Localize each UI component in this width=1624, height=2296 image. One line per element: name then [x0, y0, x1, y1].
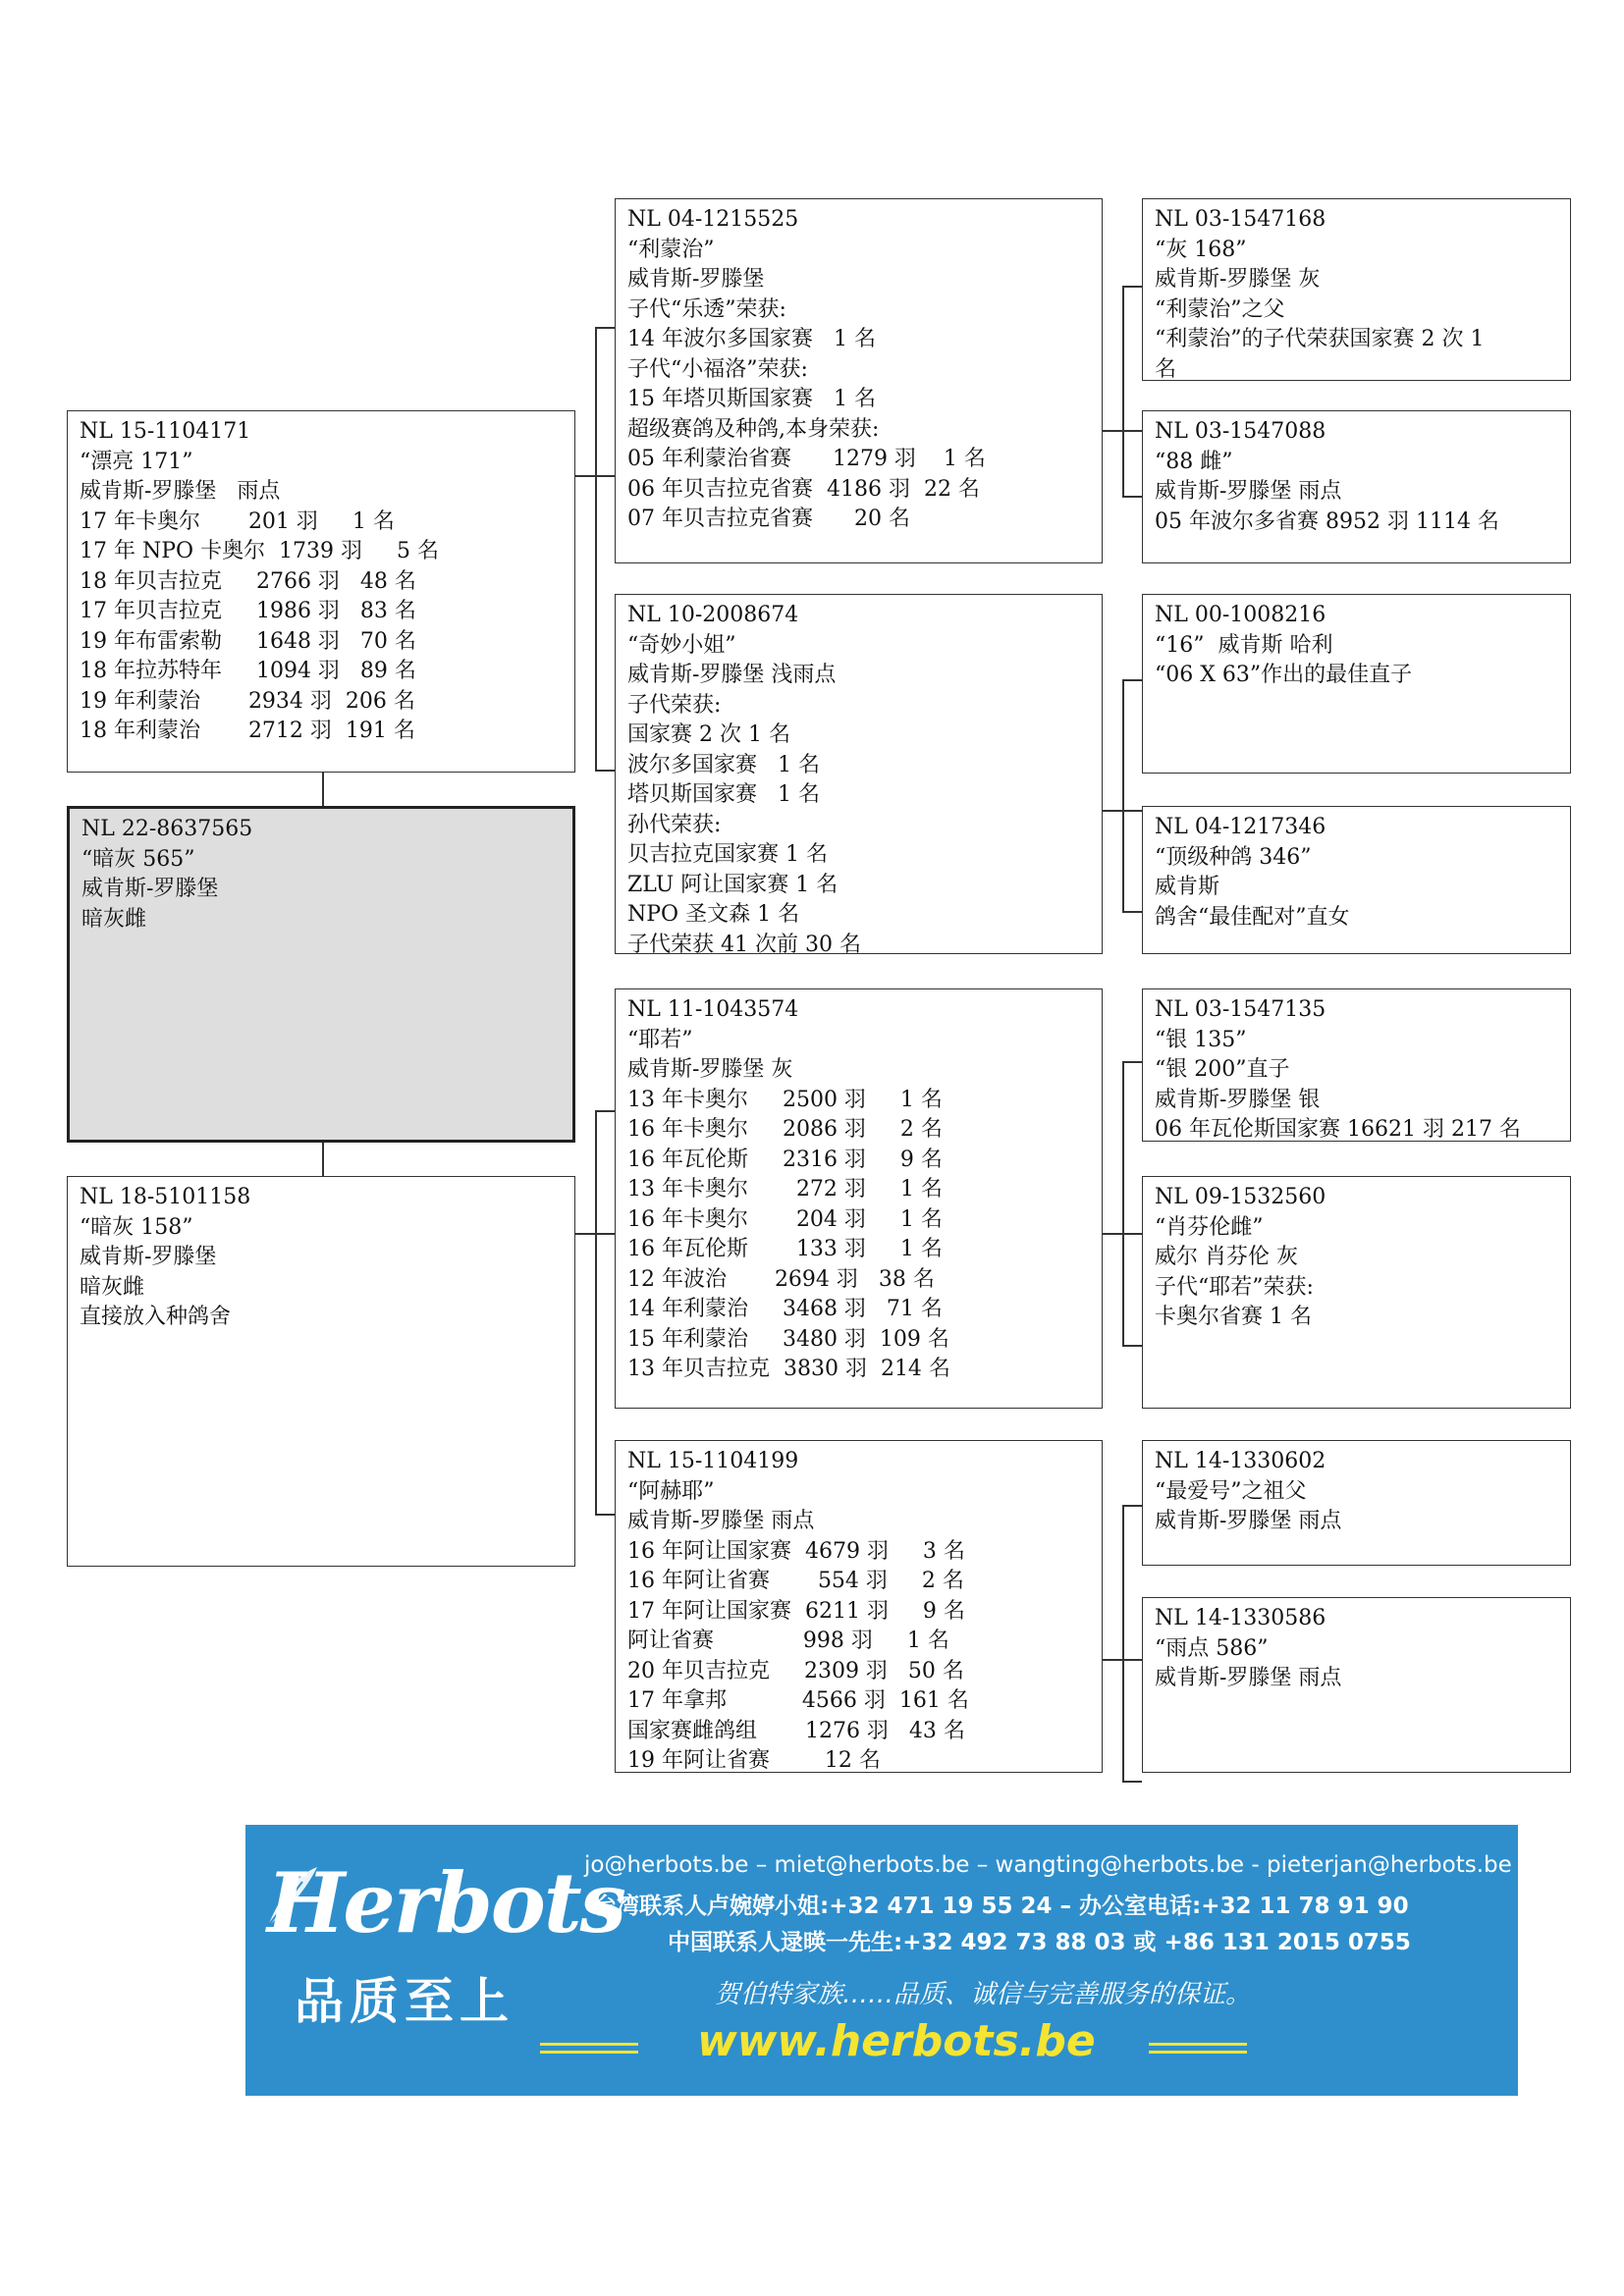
ring-number: NL 18-5101158 [80, 1185, 251, 1209]
pedigree-line: 19 年布雷索勒 1648 羽 70 名 [80, 628, 416, 654]
pedigree-line: “06 X 63”作出的最佳直子 [1155, 663, 1413, 687]
pedigree-line: 威肯斯-罗滕堡 [627, 267, 765, 292]
pedigree-line: 05 年波尔多省赛 8952 羽 1114 名 [1155, 508, 1499, 534]
connector [1122, 1505, 1124, 1781]
pedigree-line: 20 年贝吉拉克 2309 羽 50 名 [627, 1658, 964, 1683]
ring-number: NL 15-1104199 [627, 1449, 799, 1473]
pedigree-line: 05 年利蒙治省赛 1279 羽 1 名 [627, 447, 986, 471]
pedigree-line: 子代“乐透”荣获: [627, 296, 786, 322]
pedigree-line: 孙代荣获: [627, 812, 722, 837]
pedigree-line: “利蒙治”之父 [1155, 296, 1285, 322]
ring-number: NL 11-1043574 [627, 997, 799, 1022]
pedigree-line: 波尔多国家赛 1 名 [627, 752, 820, 777]
pedigree-line: 子代“小福洛”荣获: [627, 356, 808, 382]
connector [1122, 286, 1142, 288]
pedigree-line: “暗灰 565” [81, 846, 195, 872]
pedigree-line: 暗灰雌 [81, 906, 147, 932]
divider [1149, 2051, 1247, 2054]
pedigree-line: 阿让省赛 998 羽 1 名 [627, 1629, 949, 1653]
pedigree-line: 16 年阿让省赛 554 羽 2 名 [627, 1569, 964, 1593]
pedigree-line: 14 年波尔多国家赛 1 名 [627, 327, 876, 351]
pedigree-line: “雨点 586” [1155, 1635, 1269, 1661]
pedigree-line: 威肯斯-罗滕堡 雨点 [1155, 1666, 1342, 1690]
pedigree-line: 子代“耶若”荣获: [1155, 1274, 1314, 1300]
pedigree-line: 18 年利蒙治 2712 羽 191 名 [80, 719, 415, 743]
pedigree-line: “利蒙治” [627, 237, 715, 262]
pedigree-box-sire-dam-dam [1142, 806, 1571, 954]
pedigree-line: “88 雌” [1155, 449, 1233, 474]
pedigree-line: 国家赛雌鸽组 1276 羽 43 名 [627, 1718, 965, 1743]
email-contacts: jo@herbots.be – miet@herbots.be – wangting@herbots.be - pieterjan@herbots.be [584, 1852, 1512, 1878]
ring-number: NL 15-1104171 [80, 419, 251, 444]
connector [322, 773, 324, 806]
connector [1122, 679, 1142, 681]
pedigree-line: 威肯斯 [1155, 875, 1220, 899]
pedigree-line: 15 年利蒙治 3480 羽 109 名 [627, 1326, 949, 1352]
pedigree-line: 17 年 NPO 卡奥尔 1739 羽 5 名 [80, 539, 439, 563]
connector [1122, 286, 1124, 496]
connector [1122, 679, 1124, 911]
pedigree-line: 威尔 肖芬伦 灰 [1155, 1245, 1298, 1269]
pedigree-line: “肖芬伦雌” [1155, 1214, 1264, 1240]
herbots-logo: Herbots [267, 1854, 624, 1951]
pedigree-line: 06 年贝吉拉克省赛 4186 羽 22 名 [627, 476, 980, 502]
pedigree-line: 威肯斯-罗滕堡 雨点 [1155, 479, 1342, 504]
pedigree-line: 鸽舍“最佳配对”直女 [1155, 904, 1350, 930]
ring-number: NL 10-2008674 [627, 603, 799, 627]
pedigree-box-dam [67, 1176, 575, 1567]
pedigree-line: 名 [1155, 356, 1177, 382]
pedigree-line: 17 年拿邦 4566 羽 161 名 [627, 1688, 969, 1713]
pedigree-line: 07 年贝吉拉克省赛 20 名 [627, 507, 910, 531]
pedigree-line: 16 年卡奥尔 2086 羽 2 名 [627, 1117, 943, 1142]
connector [1122, 911, 1142, 913]
ring-number: NL 00-1008216 [1155, 603, 1326, 627]
herbots-banner [245, 1825, 1518, 2096]
pedigree-line: 贝吉拉克国家赛 1 名 [627, 842, 828, 867]
pedigree-line: 16 年瓦伦斯 133 羽 1 名 [627, 1237, 943, 1261]
ring-number: NL 14-1330586 [1155, 1606, 1326, 1630]
pedigree-line: 威肯斯-罗滕堡 灰 [627, 1057, 793, 1082]
connector [595, 770, 615, 772]
pedigree-line: 子代荣获 41 次前 30 名 [627, 932, 861, 957]
ring-number: NL 14-1330602 [1155, 1449, 1326, 1473]
slogan: 品质至上 [295, 1973, 514, 2030]
ring-number: NL 03-1547088 [1155, 419, 1326, 444]
pedigree-line: 06 年瓦伦斯国家赛 16621 羽 217 名 [1155, 1117, 1521, 1142]
pedigree-line: 17 年贝吉拉克 1986 羽 83 名 [80, 599, 416, 623]
pedigree-box-subject [67, 806, 575, 1143]
ring-number: NL 09-1532560 [1155, 1185, 1326, 1209]
connector [595, 1110, 615, 1112]
tagline: 贺伯特家族……品质、诚信与完善服务的保证。 [715, 1980, 1252, 2009]
pedigree-line: 直接放入种鸽舍 [80, 1305, 232, 1329]
pedigree-line: 子代荣获: [627, 692, 722, 718]
divider [540, 2051, 638, 2054]
pedigree-line: 18 年拉苏特年 1094 羽 89 名 [80, 659, 416, 683]
ring-number: NL 03-1547168 [1155, 207, 1326, 232]
pedigree-line: 威肯斯-罗滕堡 [80, 1245, 217, 1269]
pedigree-line: 13 年卡奥尔 272 羽 1 名 [627, 1177, 943, 1201]
china-contact: 中国联系人逯暎一先生:+32 492 73 88 03 或 +86 131 2015 0755 [668, 1930, 1411, 1955]
pedigree-line: “阿赫耶” [627, 1478, 715, 1504]
pedigree-line: 19 年利蒙治 2934 羽 206 名 [80, 688, 415, 714]
pedigree-box-dam-sire-dam [1142, 1176, 1571, 1409]
pedigree-box-sire [67, 410, 575, 773]
pedigree-line: 17 年阿让国家赛 6211 羽 9 名 [627, 1598, 965, 1624]
pedigree-line: 威肯斯-罗滕堡 [81, 877, 219, 901]
pedigree-line: “利蒙治”的子代荣获国家赛 2 次 1 [1155, 327, 1485, 351]
pedigree-line: 18 年贝吉拉克 2766 羽 48 名 [80, 568, 416, 594]
divider [1149, 2043, 1247, 2046]
pedigree-line: ZLU 阿让国家赛 1 名 [627, 872, 839, 897]
connector [1122, 1061, 1142, 1063]
pedigree-box-sire-dam [615, 594, 1103, 957]
pedigree-line: 国家赛 2 次 1 名 [627, 722, 790, 747]
pedigree-line: 13 年卡奥尔 2500 羽 1 名 [627, 1087, 943, 1112]
pedigree-line: “最爱号”之祖父 [1155, 1478, 1307, 1504]
pedigree-box-dam-sire [615, 988, 1103, 1409]
pedigree-line: “暗灰 158” [80, 1214, 193, 1240]
pedigree-line: 16 年瓦伦斯 2316 羽 9 名 [627, 1147, 943, 1172]
pedigree-line: 暗灰雌 [80, 1274, 145, 1300]
pedigree-line: 威肯斯-罗滕堡 浅雨点 [627, 663, 837, 687]
connector [595, 327, 597, 770]
pedigree-line: 16 年卡奥尔 204 羽 1 名 [627, 1206, 943, 1232]
pedigree-line: 15 年塔贝斯国家赛 1 名 [627, 387, 876, 411]
pedigree-line: 卡奥尔省赛 1 名 [1155, 1305, 1312, 1329]
connector [595, 1110, 597, 1514]
connector [1122, 1345, 1142, 1347]
ring-number: NL 03-1547135 [1155, 997, 1326, 1022]
pedigree-line: 13 年贝吉拉克 3830 羽 214 名 [627, 1357, 950, 1381]
ring-number: NL 22-8637565 [81, 817, 253, 841]
pedigree-line: “银 200”直子 [1155, 1057, 1290, 1082]
pedigree-line: 12 年波治 2694 羽 38 名 [627, 1266, 935, 1292]
pedigree-line: “耶若” [627, 1027, 693, 1052]
pedigree-line: 塔贝斯国家赛 1 名 [627, 782, 820, 807]
connector [1122, 496, 1142, 498]
taiwan-contact: 台湾联系人卢婉婷小姐:+32 471 19 55 24 – 办公室电话:+32 11 78 91 90 [594, 1894, 1409, 1919]
connector [1122, 1781, 1142, 1783]
pedigree-line: 威肯斯-罗滕堡 雨点 [627, 1509, 815, 1533]
pedigree-line: 19 年阿让省赛 12 名 [627, 1748, 881, 1773]
pedigree-box-dam-dam-sire [1142, 1440, 1571, 1566]
pedigree-line: “16” 威肯斯 哈利 [1155, 632, 1333, 658]
pedigree-box-dam-dam-dam [1142, 1597, 1571, 1773]
pedigree-line: “顶级种鸽 346” [1155, 844, 1312, 870]
ring-number: NL 04-1215525 [627, 207, 799, 232]
divider [540, 2043, 638, 2046]
pedigree-line: “灰 168” [1155, 237, 1247, 262]
connector [322, 1143, 324, 1176]
pedigree-box-sire-sire [615, 198, 1103, 563]
connector [595, 327, 615, 329]
pedigree-box-dam-dam [615, 1440, 1103, 1773]
pedigree-line: 威肯斯-罗滕堡 灰 [1155, 267, 1321, 292]
pedigree-line: “奇妙小姐” [627, 632, 736, 658]
website-link[interactable]: www.herbots.be [697, 2016, 1096, 2066]
pedigree-line: “银 135” [1155, 1027, 1247, 1052]
pedigree-line: 17 年卡奥尔 201 羽 1 名 [80, 508, 395, 534]
connector [1122, 1505, 1142, 1507]
connector [595, 1514, 615, 1516]
pedigree-box-dam-sire-sire [1142, 988, 1571, 1142]
pedigree-line: 14 年利蒙治 3468 羽 71 名 [627, 1297, 943, 1321]
pedigree-box-sire-dam-sire [1142, 594, 1571, 774]
pedigree-line: NPO 圣文森 1 名 [627, 902, 800, 927]
pedigree-line: 超级赛鸽及种鸽,本身荣获: [627, 416, 880, 442]
ring-number: NL 04-1217346 [1155, 815, 1326, 839]
pedigree-line: 16 年阿让国家赛 4679 羽 3 名 [627, 1538, 965, 1564]
pedigree-line: “漂亮 171” [80, 449, 193, 474]
pedigree-box-sire-sire-sire [1142, 198, 1571, 381]
pedigree-line: 威肯斯-罗滕堡 雨点 [1155, 1509, 1342, 1533]
pedigree-line: 威肯斯-罗滕堡 雨点 [80, 479, 281, 504]
connector [1122, 1061, 1124, 1345]
pedigree-box-sire-sire-dam [1142, 410, 1571, 563]
pedigree-line: 威肯斯-罗滕堡 银 [1155, 1087, 1321, 1112]
